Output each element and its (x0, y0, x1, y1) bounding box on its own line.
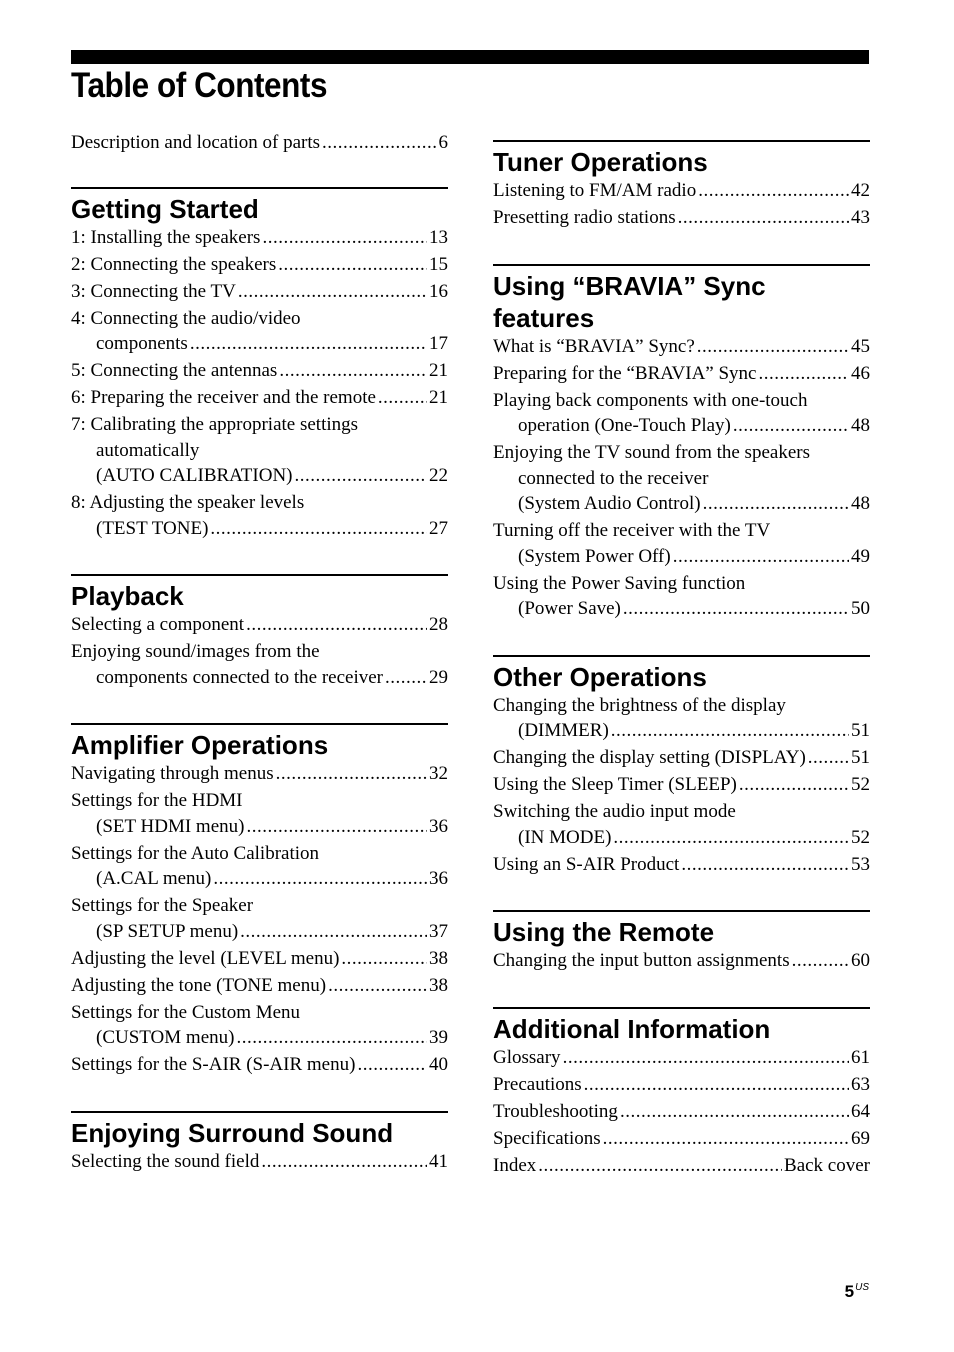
toc-page-number: 46 (851, 362, 870, 384)
toc-entry-line (493, 334, 870, 360)
toc-entry-line (71, 919, 448, 945)
toc-entry-text: components connected to the receiver (96, 666, 383, 688)
section-entries (493, 693, 870, 878)
dot-leader (678, 205, 849, 231)
section-entries (71, 612, 448, 690)
toc-page-number: 38 (429, 974, 448, 996)
toc-page-number: 36 (429, 868, 448, 889)
toc-entry-line (71, 358, 448, 384)
toc-section (71, 1111, 448, 1175)
toc-section (493, 140, 870, 231)
toc-page-number: 61 (851, 1046, 870, 1068)
toc-page-number: 45 (851, 335, 870, 357)
toc-entry-line (71, 665, 448, 691)
toc-section (493, 655, 870, 878)
toc-entry[interactable] (493, 772, 870, 798)
section-heading: Additional Information (493, 1013, 771, 1044)
section-heading: Other Operations (493, 661, 707, 692)
toc-entry-text: Presetting radio stations (493, 207, 676, 228)
toc-entry-text: (TEST TONE) (96, 517, 209, 539)
toc-entry-text: (SET HDMI menu) (96, 815, 245, 837)
toc-entry[interactable] (493, 1045, 870, 1071)
section-entries (71, 761, 448, 1078)
dot-leader (357, 1052, 427, 1078)
section-heading: Using the Remote (493, 917, 715, 947)
toc-entry-line (71, 814, 448, 840)
dot-leader (322, 130, 436, 156)
toc-entry-text: Using the Sleep Timer (SLEEP) (493, 774, 737, 795)
toc-section (493, 910, 870, 974)
toc-entry-line (71, 1149, 448, 1175)
toc-entry-text: Index (493, 1154, 537, 1176)
toc-entry[interactable] (493, 948, 870, 974)
toc-section (493, 1007, 870, 1179)
toc-page-number: 52 (851, 774, 870, 795)
toc-entry[interactable] (493, 1126, 870, 1152)
page-number (845, 1282, 869, 1302)
toc-entry-line (493, 1099, 870, 1125)
toc-entry-text: Specifications (493, 1127, 601, 1149)
dot-leader (620, 1099, 849, 1125)
section-heading: Getting Started (71, 193, 259, 224)
dot-leader (295, 463, 428, 489)
toc-entry-line (71, 252, 448, 278)
toc-entry-line (493, 1126, 870, 1152)
toc-page-number: 64 (851, 1100, 870, 1122)
toc-entry[interactable] (493, 440, 870, 517)
toc-entry[interactable] (493, 334, 870, 360)
toc-entry-line (493, 852, 870, 878)
toc-section (71, 723, 448, 1078)
toc-entry[interactable] (71, 973, 448, 999)
dot-leader (328, 973, 427, 999)
toc-page-number: 40 (429, 1054, 448, 1075)
toc-entry-text: Enjoying the TV sound from the speakers (493, 442, 810, 463)
toc-entry[interactable] (493, 205, 870, 231)
dot-leader (698, 178, 849, 204)
toc-entry-line (493, 772, 870, 798)
toc-page-number: Back cover (784, 1154, 870, 1176)
dot-leader (563, 1045, 849, 1071)
toc-entry-text: Adjusting the level (LEVEL menu) (71, 947, 340, 969)
dot-leader (613, 825, 849, 851)
toc-page-number: 37 (429, 920, 448, 942)
dot-leader (240, 919, 427, 945)
toc-entry-text: 6: Preparing the receiver and the remote (71, 387, 376, 408)
toc-entry[interactable] (71, 788, 448, 839)
toc-entry[interactable] (71, 761, 448, 787)
toc-entry-line (71, 866, 448, 892)
toc-entry-line (493, 825, 870, 851)
section-entries (493, 178, 870, 231)
toc-entry-line (493, 205, 870, 231)
section-heading: Amplifier Operations (71, 730, 329, 760)
toc-entry-line (493, 491, 870, 517)
toc-page-number: 60 (851, 950, 870, 971)
toc-entry-text: 1: Installing the speakers (71, 226, 261, 248)
toc-entry-text: Preparing for the “BRAVIA” Sync (493, 362, 757, 384)
dot-leader (236, 1025, 427, 1051)
dot-leader (703, 491, 849, 517)
dot-leader (603, 1126, 849, 1152)
toc-entry-line (71, 463, 448, 489)
toc-entry-line (71, 225, 448, 251)
dot-leader (341, 946, 427, 972)
toc-entry-text: Navigating through menus (71, 763, 274, 784)
toc-entry-text: Settings for the HDMI (71, 790, 243, 811)
toc-entry[interactable] (493, 571, 870, 622)
toc-entry-text: Using an S-AIR Product (493, 853, 680, 875)
section-entries (493, 1045, 870, 1179)
toc-entry-line (493, 361, 870, 387)
left-column (71, 130, 448, 1207)
toc-page-number: 36 (429, 815, 448, 837)
dot-leader (697, 334, 849, 360)
dot-leader (385, 665, 427, 691)
toc-entry-line (71, 331, 448, 357)
dot-leader (808, 745, 849, 771)
toc-page-number: 21 (429, 360, 448, 381)
toc-entry[interactable] (71, 385, 448, 411)
toc-entry-text: Changing the display setting (DISPLAY) (493, 747, 806, 768)
toc-section (493, 264, 870, 622)
toc-entry-text: (AUTO CALIBRATION) (96, 465, 293, 486)
section-heading: Using “BRAVIA” Sync features (493, 270, 766, 333)
toc-section (71, 187, 448, 542)
toc-entry-text: Using the Power Saving function (493, 572, 746, 594)
toc-entry-line (71, 973, 448, 999)
toc-entry[interactable] (71, 279, 448, 305)
toc-entry[interactable] (71, 225, 448, 251)
toc-page-number: 16 (429, 280, 448, 302)
toc-page-number: 53 (851, 853, 870, 875)
toc-entry[interactable] (71, 612, 448, 638)
left-sections (71, 187, 448, 1175)
toc-page-number: 43 (851, 207, 870, 228)
section-entries (493, 334, 870, 622)
toc-entry-text: (A.CAL menu) (96, 868, 212, 889)
toc-entry-text: Changing the brightness of the display (493, 694, 786, 716)
toc-page-number: 63 (851, 1073, 870, 1095)
toc-entry-text: Glossary (493, 1046, 561, 1068)
toc-entry-line (493, 544, 870, 570)
toc-entry[interactable] (71, 130, 448, 156)
toc-entry-line (71, 516, 448, 542)
toc-entry-text: (CUSTOM menu) (96, 1027, 235, 1048)
toc-entry-line (493, 1153, 870, 1179)
toc-page-number: 41 (429, 1150, 448, 1172)
toc-entry-text: Settings for the Speaker (71, 895, 254, 916)
toc-entry[interactable] (71, 841, 448, 892)
toc-page-number: 15 (429, 253, 448, 275)
toc-page-number: 42 (851, 180, 870, 201)
toc-page-number: 48 (851, 493, 870, 514)
toc-entry[interactable] (71, 490, 448, 541)
dot-leader (190, 331, 427, 357)
toc-entry-text: Precautions (493, 1073, 582, 1095)
toc-entry[interactable] (493, 518, 870, 569)
toc-entry-text: Description and location of parts (71, 132, 321, 153)
toc-entry-text: 3: Connecting the TV (71, 280, 236, 302)
toc-entry[interactable] (71, 1149, 448, 1175)
toc-entry-line (71, 612, 448, 638)
toc-entry[interactable] (71, 1000, 448, 1051)
toc-entry-text: Enjoying sound/images from the (71, 641, 320, 662)
toc-entry-line (493, 1072, 870, 1098)
toc-entry-line (493, 413, 870, 439)
dot-leader (213, 866, 427, 892)
toc-page-number: 52 (851, 826, 870, 848)
dot-leader (279, 358, 427, 384)
toc-entry-text: 5: Connecting the antennas (71, 360, 278, 381)
toc-entry-text: 8: Adjusting the speaker levels (71, 492, 305, 513)
toc-page-number: 13 (429, 226, 448, 248)
section-entries (493, 948, 870, 974)
dot-leader (584, 1072, 849, 1098)
dot-leader (759, 361, 850, 387)
toc-entry-text: Settings for the Custom Menu (71, 1001, 301, 1023)
toc-entry-line (493, 1045, 870, 1071)
section-entries (71, 1149, 448, 1175)
dot-leader (792, 948, 849, 974)
dot-leader (276, 761, 427, 787)
toc-entry-line (71, 130, 448, 156)
toc-entry[interactable] (71, 893, 448, 944)
toc-page-number: 50 (851, 598, 870, 619)
toc-entry[interactable] (493, 693, 870, 744)
toc-entry-text: What is “BRAVIA” Sync? (493, 335, 695, 357)
toc-entry[interactable] (493, 178, 870, 204)
toc-entry[interactable] (493, 1099, 870, 1125)
toc-entry-text: operation (One-Touch Play) (518, 415, 731, 436)
page-number-value: 5 (844, 1282, 855, 1301)
dot-leader (246, 612, 427, 638)
toc-entry[interactable] (493, 1072, 870, 1098)
right-sections (493, 140, 870, 1178)
dot-leader (262, 225, 427, 251)
dot-leader (739, 772, 849, 798)
toc-entry[interactable] (71, 412, 448, 489)
toc-page-number: 69 (851, 1127, 870, 1149)
toc-entry-text: components (96, 333, 188, 354)
toc-entry[interactable] (71, 639, 448, 690)
dot-leader (238, 279, 427, 305)
toc-entry[interactable] (71, 358, 448, 384)
toc-entry[interactable] (71, 252, 448, 278)
dot-leader (681, 852, 849, 878)
dot-leader (623, 596, 849, 622)
dot-leader (673, 544, 849, 570)
toc-entry-text: Adjusting the tone (TONE menu) (71, 974, 327, 996)
toc-page-number: 51 (851, 720, 870, 741)
toc-entry[interactable] (71, 1052, 448, 1078)
toc-entry-line (71, 1052, 448, 1078)
right-column (493, 140, 870, 1211)
toc-entry-line (493, 948, 870, 974)
toc-page-number: 28 (429, 614, 448, 635)
section-entries (71, 225, 448, 542)
top-rule (71, 50, 869, 64)
toc-page-number: 21 (429, 387, 448, 408)
toc-entry-text: (Power Save) (518, 598, 621, 619)
toc-entry-text: (DIMMER) (518, 720, 609, 741)
toc-page-number: 49 (851, 545, 870, 567)
toc-page-number: 39 (429, 1027, 448, 1048)
dot-leader (538, 1153, 782, 1179)
toc-entry-text: connected to the receiver (518, 467, 709, 489)
toc-section (71, 574, 448, 690)
toc-entry-text: Switching the audio input mode (493, 801, 736, 822)
toc-entry-line (493, 745, 870, 771)
toc-entry-text: Turning off the receiver with the TV (493, 520, 771, 541)
toc-entry-text: Listening to FM/AM radio (493, 180, 697, 201)
dot-leader (378, 385, 427, 411)
dot-leader (611, 718, 849, 744)
section-heading: Tuner Operations (493, 147, 708, 177)
page-title: Table of Contents (71, 66, 328, 105)
toc-entry-line (71, 946, 448, 972)
toc-entry[interactable] (493, 852, 870, 878)
toc-entry-text: (SP SETUP menu) (96, 920, 239, 942)
toc-entry-text: (IN MODE) (518, 826, 612, 848)
toc-page-number: 32 (429, 763, 448, 784)
toc-entry-line (71, 279, 448, 305)
dot-leader (733, 413, 849, 439)
toc-entry-line (493, 596, 870, 622)
toc-entry-text: automatically (96, 439, 200, 461)
toc-page-number: 27 (429, 517, 448, 539)
toc-page-number: 38 (429, 947, 448, 969)
toc-entry-text: Selecting the sound field (71, 1150, 260, 1172)
toc-entry[interactable] (493, 745, 870, 771)
toc-entry-text: Playing back components with one-touch (493, 389, 808, 411)
toc-entry-text: Selecting a component (71, 614, 245, 635)
toc-entry-text: Settings for the Auto Calibration (71, 842, 320, 864)
dot-leader (278, 252, 427, 278)
toc-page-number: 6 (438, 132, 448, 153)
toc-entry-text: 4: Connecting the audio/video (71, 307, 301, 329)
toc-entry-line (493, 178, 870, 204)
dot-leader (261, 1149, 427, 1175)
toc-entry[interactable] (71, 946, 448, 972)
section-heading: Enjoying Surround Sound (71, 1117, 394, 1148)
toc-page-number: 48 (851, 415, 870, 436)
toc-entry[interactable] (493, 1153, 870, 1179)
section-heading: Playback (71, 581, 184, 611)
dot-leader (210, 516, 427, 542)
toc-entry-text: Changing the input button assignments (493, 950, 790, 971)
toc-entry-line (71, 385, 448, 411)
toc-page-number: 51 (851, 747, 870, 768)
dot-leader (246, 814, 427, 840)
toc-page-number: 29 (429, 666, 448, 688)
toc-page-number: 17 (429, 333, 448, 354)
page-number-suffix: US (855, 1282, 869, 1293)
toc-entry-line (71, 1025, 448, 1051)
intro-entries (71, 130, 448, 156)
toc-page-number: 22 (429, 465, 448, 486)
toc-entry-text: (System Audio Control) (518, 493, 701, 514)
toc-entry[interactable] (493, 799, 870, 850)
toc-entry-text: Settings for the S-AIR (S-AIR menu) (71, 1054, 356, 1075)
toc-entry[interactable] (493, 388, 870, 439)
toc-entry-text: 2: Connecting the speakers (71, 253, 277, 275)
toc-entry-line (71, 761, 448, 787)
toc-entry-text: (System Power Off) (518, 545, 671, 567)
toc-entry-line (493, 718, 870, 744)
toc-entry-text: 7: Calibrating the appropriate settings (71, 414, 359, 435)
toc-entry[interactable] (71, 306, 448, 357)
toc-entry[interactable] (493, 361, 870, 387)
toc-entry-text: Troubleshooting (493, 1100, 618, 1122)
